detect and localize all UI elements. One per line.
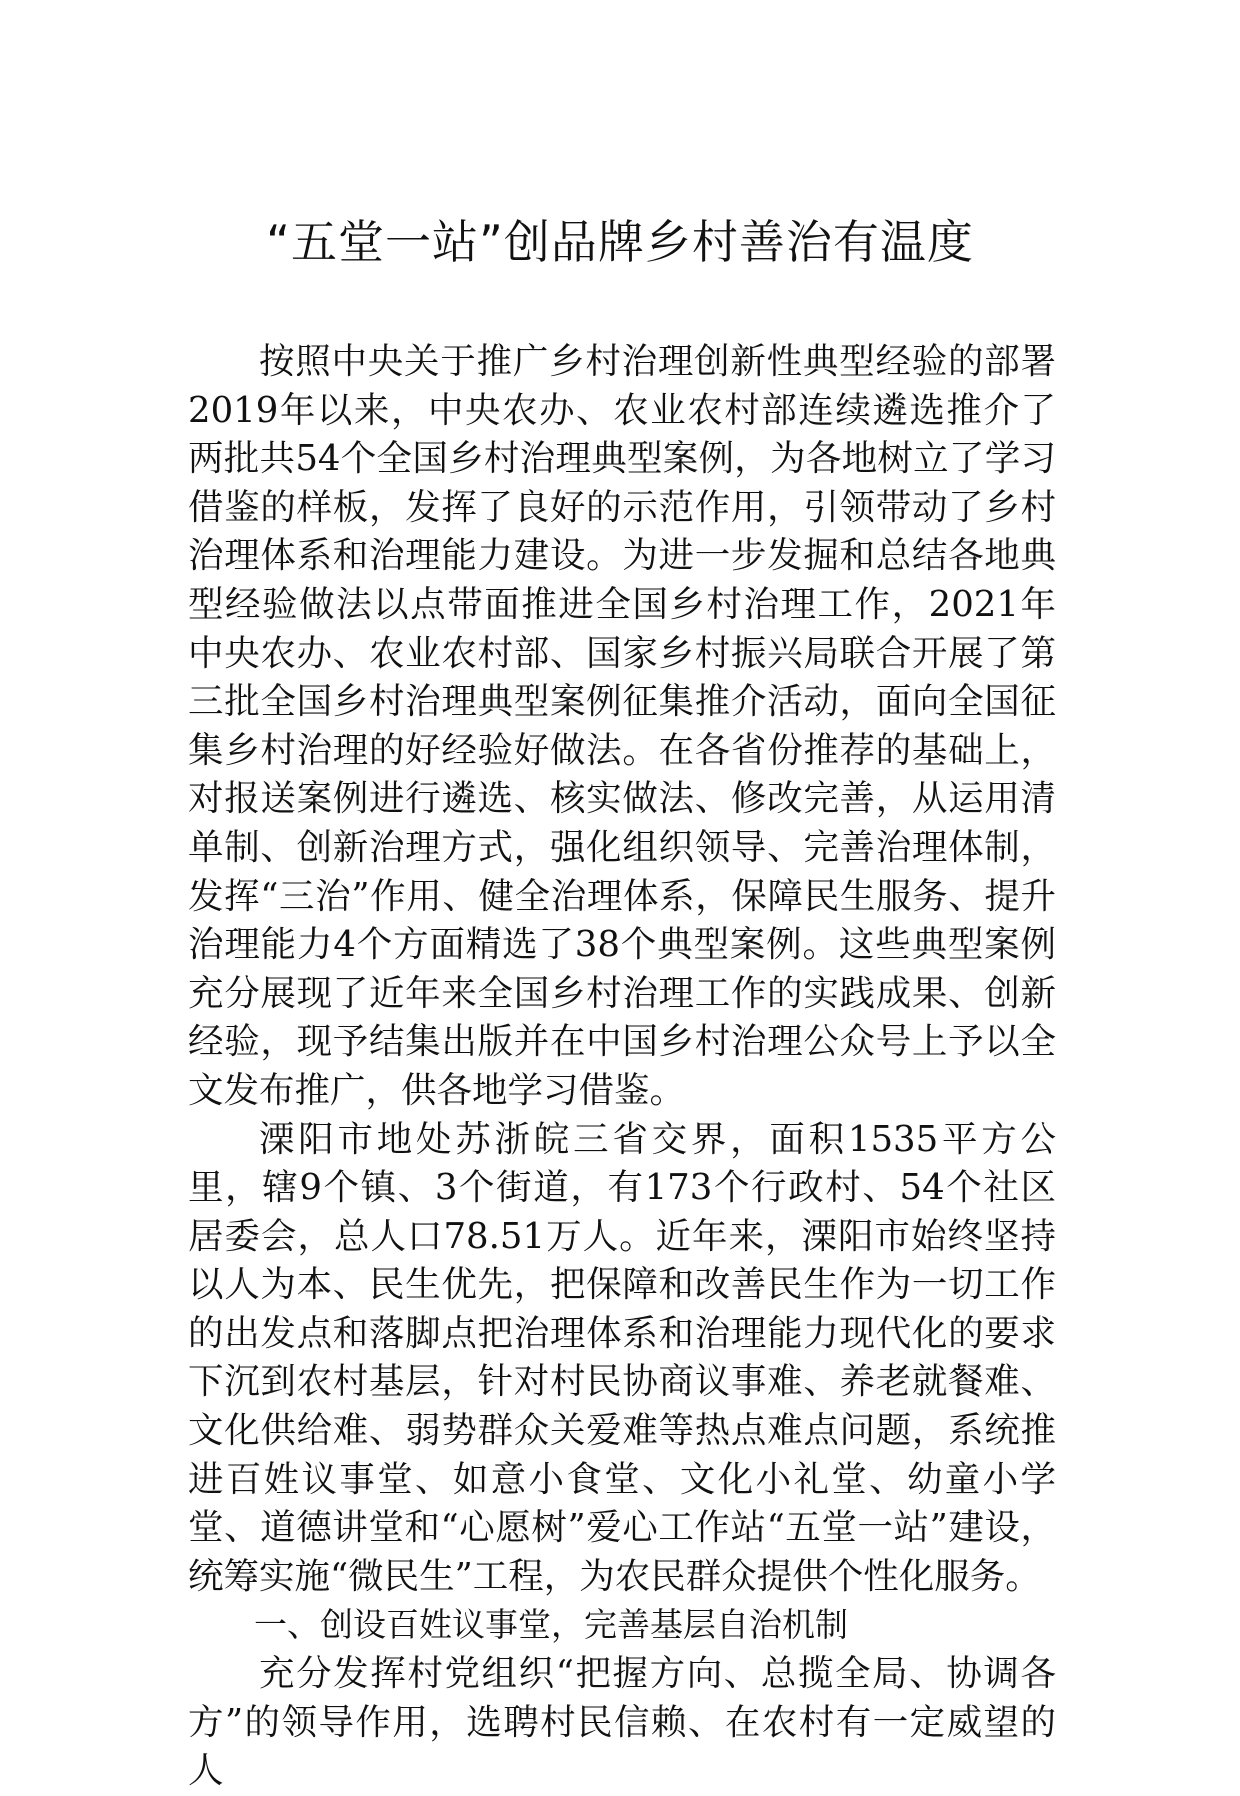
document-title: “五堂一站”创品牌乡村善治有温度 (266, 215, 974, 269)
paragraph-liyang-overview: 溧阳市地处苏浙皖三省交界，面积1535平方公里，辖9个镇、3个街道，有173个行政村、54个社区居委会，总人口78.51万人。近年来，溧阳市始终坚持以人为本、民生优先，把保障和改善民生作为一切工作的出发点和落脚点把治理体系和治理能力现代化的要求下沉到农村基层，针对村民协商议事难、养老就餐难、文化供给难、弱势群众关爱难等热点难点问题，系统推进百姓议事堂、如意小食堂、文化小礼堂、幼童小学堂、道德讲堂和“心愿树”爱心工作站“五堂一站”建设，统筹实施“微民生”工程，为农民群众提供个性化服务。 (188, 1118, 1056, 1597)
paragraph-intro: 按照中央关于推广乡村治理创新性典型经验的部署2019年以来，中央农办、农业农村部连续遴选推介了两批共54个全国乡村治理典型案例，为各地树立了学习借鉴的样板，发挥了良好的示范作用，引领带动了乡村治理体系和治理能力建设。为进一步发掘和总结各地典型经验做法以点带面推进全国乡村治理工作，2021年中央农办、农业农村部、国家乡村振兴局联合开展了第三批全国乡村治理典型案例征集推介活动，面向全国征集乡村治理的好经验好做法。在各省份推荐的基础上，对报送案例进行遴选、核实做法、修改完善，从运用清单制、创新治理方式，强化组织领导、完善治理体制，发挥“三治”作用、健全治理体系，保障民生服务、提升治理能力4个方面精选了38个典型案例。这些典型案例充分展现了近年来全国乡村治理工作的实践成果、创新经验，现予结集出版并在中国乡村治理公众号上予以全文发布推广，供各地学习借鉴。 (188, 341, 1056, 1111)
section-heading: 一、创设百姓议事堂，完善基层自治机制 (254, 1605, 848, 1645)
section-paragraph: 充分发挥村党组织“把握方向、总揽全局、协调各方”的领导作用，选聘村民信赖、在农村有一定威望的人 (188, 1653, 1056, 1792)
document-body (188, 338, 1056, 1796)
